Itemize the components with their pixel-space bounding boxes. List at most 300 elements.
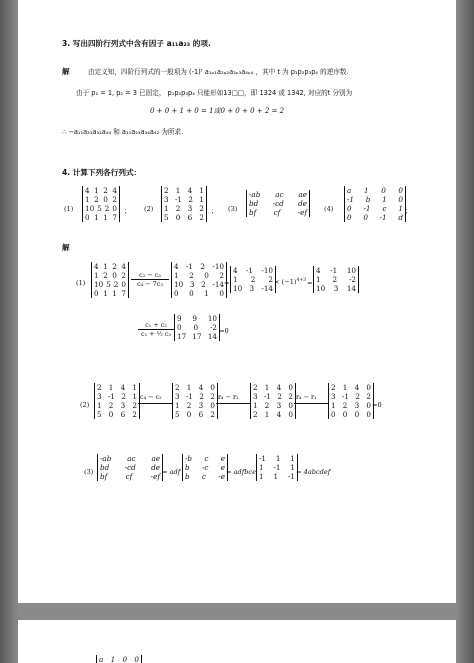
matrix-cell: -2 bbox=[348, 275, 356, 284]
matrix-row bbox=[94, 262, 126, 271]
sol-1-det-b bbox=[171, 262, 227, 298]
matrix-cell: 10 bbox=[94, 280, 104, 289]
problem-3-line-1a: 由定义知，四阶行列式的一般项为 (-1) bbox=[88, 68, 201, 76]
matrix-row bbox=[259, 472, 295, 481]
matrix-cell: 2 bbox=[103, 271, 108, 280]
matrix-cell: b bbox=[185, 463, 190, 472]
matrix-row bbox=[85, 195, 117, 204]
sol-1-eq-2: = bbox=[307, 279, 313, 287]
matrix-row bbox=[174, 271, 224, 280]
problem-3-line-1 bbox=[88, 66, 349, 76]
matrix-row bbox=[100, 472, 160, 481]
matrix-cell: 7 bbox=[112, 213, 117, 222]
problem-4-det-1 bbox=[82, 186, 120, 222]
sol-3-det-c bbox=[256, 454, 298, 481]
matrix-cell: 1 bbox=[331, 401, 336, 410]
matrix-row bbox=[233, 284, 273, 293]
matrix-row bbox=[316, 275, 356, 284]
problem-4-title: 4. 计算下列各行列式： bbox=[62, 168, 142, 177]
matrix-cell: 2 bbox=[121, 392, 126, 401]
matrix-cell: 0 bbox=[122, 655, 128, 663]
matrix-row bbox=[85, 204, 117, 213]
matrix-cell: de bbox=[298, 199, 307, 208]
matrix-cell: 2 bbox=[175, 383, 180, 392]
matrix-cell: 1 bbox=[94, 186, 99, 195]
matrix-cell: -ab bbox=[100, 454, 112, 463]
problem-3-line-1b: ᵗ a₁ₚ₁a₂ₚ₂a₃ₚ₃a₄ₚ₄ ，其中 t 为 p₁p₂p₃p₄ 的逆序数. bbox=[200, 68, 349, 76]
matrix-cell: 2 bbox=[199, 213, 204, 222]
sol-2-arrow-1 bbox=[138, 403, 172, 404]
matrix-cell: 2 bbox=[104, 204, 110, 213]
matrix-cell: -1 bbox=[245, 266, 253, 275]
matrix-cell: -1 bbox=[185, 392, 193, 401]
matrix-row bbox=[164, 186, 204, 195]
matrix-cell: 4 bbox=[276, 383, 282, 392]
sol-2-result: =0 bbox=[372, 401, 382, 409]
next-page-det bbox=[96, 655, 142, 663]
matrix-cell: 9 bbox=[177, 314, 182, 323]
sol-1-op-2 bbox=[138, 321, 174, 338]
matrix-cell: a bbox=[99, 655, 104, 663]
matrix-cell: 2 bbox=[331, 383, 336, 392]
matrix-cell: 5 bbox=[97, 410, 102, 419]
sol-3-result: = 4abcdef bbox=[296, 468, 331, 476]
matrix-cell: -10 bbox=[212, 262, 224, 271]
matrix-cell: 1 bbox=[264, 383, 270, 392]
matrix-cell: 1 bbox=[290, 463, 295, 472]
matrix-row bbox=[174, 262, 224, 271]
matrix-cell: e bbox=[220, 454, 225, 463]
matrix-cell: 1 bbox=[363, 186, 369, 195]
matrix-cell: 10 bbox=[233, 284, 243, 293]
matrix-cell: -14 bbox=[261, 284, 273, 293]
matrix-cell: b bbox=[185, 472, 190, 481]
matrix-cell: 1 bbox=[132, 383, 137, 392]
matrix-cell: -1 bbox=[330, 266, 338, 275]
matrix-row bbox=[99, 655, 139, 663]
sol-1-op-1-bottom: c₄ − 7c₃ bbox=[137, 280, 163, 288]
matrix-cell: -1 bbox=[263, 392, 271, 401]
matrix-cell: 2 bbox=[200, 262, 205, 271]
matrix-cell: 1 bbox=[164, 204, 169, 213]
problem-3-conclusion: ∴ −a₁₁a₂₃a₃₂a₄₄ 和 a₁₁a₂₃a₃₄a₄₂ 为所求. bbox=[62, 128, 184, 136]
sol-1-op-2-bottom: c₁ + ½ c₃ bbox=[141, 330, 171, 338]
matrix-row bbox=[177, 314, 217, 323]
sol-1-op-2-top: c₁ + c₂ bbox=[138, 321, 174, 330]
matrix-cell: e bbox=[220, 463, 225, 472]
sol-2-arrow-3 bbox=[294, 403, 328, 404]
matrix-cell: -cd bbox=[272, 199, 284, 208]
matrix-row bbox=[85, 213, 117, 222]
matrix-cell: 4 bbox=[233, 266, 238, 275]
matrix-cell: 1 bbox=[273, 472, 279, 481]
matrix-cell: 1 bbox=[275, 454, 281, 463]
matrix-cell: 1 bbox=[132, 392, 137, 401]
sol-2-op-3: r₄ − r₁ bbox=[296, 393, 317, 401]
matrix-cell: -1 bbox=[273, 463, 281, 472]
sol-1-eq: = bbox=[224, 279, 230, 287]
matrix-cell: 3 bbox=[189, 280, 195, 289]
matrix-cell: 2 bbox=[201, 280, 206, 289]
matrix-cell: 1 bbox=[97, 401, 102, 410]
problem-3-line-2: 由于 p₁ = 1, p₂ = 3 已固定， p₁p₂p₃p₄ 只能形如13□□，即 1324 或 1342, 对应的t 分别为 bbox=[76, 89, 353, 97]
matrix-cell: 5 bbox=[106, 280, 111, 289]
matrix-cell: 0 bbox=[366, 383, 371, 392]
matrix-cell: 1 bbox=[290, 454, 295, 463]
matrix-cell: 0 bbox=[342, 410, 348, 419]
matrix-cell: 2 bbox=[253, 410, 258, 419]
matrix-cell: 0 bbox=[174, 289, 179, 298]
matrix-row bbox=[316, 266, 356, 275]
matrix-cell: 0 bbox=[94, 289, 99, 298]
matrix-cell: 0 bbox=[363, 213, 368, 222]
matrix-cell: 2 bbox=[366, 392, 371, 401]
matrix-cell: 3 bbox=[276, 401, 282, 410]
problem-4-label-2: (2) bbox=[144, 205, 154, 213]
matrix-cell: -e bbox=[218, 472, 225, 481]
sol-3-det-a bbox=[97, 454, 163, 481]
matrix-cell: 2 bbox=[121, 271, 126, 280]
matrix-cell: 2 bbox=[113, 280, 119, 289]
matrix-cell: 1 bbox=[103, 289, 108, 298]
matrix-row bbox=[175, 392, 215, 401]
matrix-row bbox=[97, 392, 137, 401]
matrix-cell: 0 bbox=[210, 401, 215, 410]
matrix-cell: 2 bbox=[264, 401, 270, 410]
sol-1-det-c bbox=[230, 266, 276, 293]
sol-1-result: =0 bbox=[219, 327, 229, 335]
matrix-cell: 2 bbox=[97, 383, 102, 392]
matrix-row bbox=[175, 401, 215, 410]
matrix-cell: 17 bbox=[192, 332, 202, 341]
matrix-row bbox=[259, 454, 295, 463]
matrix-cell: 3 bbox=[354, 401, 360, 410]
sol-2-det-a bbox=[94, 383, 140, 419]
matrix-cell: 3 bbox=[120, 401, 126, 410]
matrix-cell: 17 bbox=[177, 332, 187, 341]
matrix-row bbox=[347, 195, 403, 204]
matrix-cell: 2 bbox=[94, 195, 99, 204]
matrix-cell: 2 bbox=[342, 401, 348, 410]
matrix-row bbox=[174, 289, 224, 298]
matrix-cell: 4 bbox=[112, 186, 117, 195]
matrix-cell: 1 bbox=[108, 383, 114, 392]
matrix-cell: -ab bbox=[249, 190, 261, 199]
matrix-cell: 4 bbox=[187, 186, 193, 195]
matrix-cell: 14 bbox=[207, 332, 217, 341]
matrix-cell: 4 bbox=[94, 262, 99, 271]
matrix-cell: 1 bbox=[94, 271, 99, 280]
matrix-cell: 1 bbox=[110, 655, 116, 663]
problem-3-title: 3. 写出四阶行列式中含有因子 a₁₁a₂₃ 的项. bbox=[62, 39, 211, 48]
matrix-cell: 0 bbox=[175, 213, 181, 222]
matrix-cell: 0 bbox=[288, 401, 293, 410]
matrix-row bbox=[249, 199, 307, 208]
matrix-cell: 2 bbox=[186, 401, 192, 410]
matrix-row bbox=[97, 401, 137, 410]
matrix-row bbox=[331, 410, 371, 419]
problem-4-label-1: (1) bbox=[64, 205, 74, 213]
matrix-row bbox=[331, 383, 371, 392]
matrix-cell: -1 bbox=[185, 262, 193, 271]
problem-4-sep-3: ； bbox=[308, 207, 315, 215]
matrix-cell: 1 bbox=[186, 383, 192, 392]
problem-4-det-2 bbox=[161, 186, 207, 222]
sol-2-op-1: c₄ − c₂ bbox=[140, 393, 162, 401]
matrix-cell: -1 bbox=[363, 204, 371, 213]
matrix-row bbox=[100, 454, 160, 463]
matrix-cell: bd bbox=[249, 199, 259, 208]
matrix-cell: -14 bbox=[212, 280, 224, 289]
matrix-cell: -1 bbox=[341, 392, 349, 401]
matrix-cell: 0 bbox=[381, 186, 386, 195]
matrix-cell: a bbox=[347, 186, 352, 195]
matrix-cell: 1 bbox=[233, 275, 238, 284]
sol-1-det-d bbox=[313, 266, 359, 293]
matrix-cell: 2 bbox=[355, 392, 360, 401]
matrix-cell: -1 bbox=[379, 213, 387, 222]
problem-4-det-3 bbox=[246, 190, 310, 217]
matrix-cell: ae bbox=[298, 190, 307, 199]
matrix-cell: 2 bbox=[268, 275, 273, 284]
matrix-cell: 2 bbox=[189, 271, 194, 280]
problem-4-solution-label: 解 bbox=[62, 243, 70, 252]
matrix-row bbox=[253, 383, 293, 392]
matrix-cell: 0 bbox=[85, 213, 90, 222]
matrix-cell: c bbox=[382, 204, 387, 213]
matrix-cell: -1 bbox=[107, 392, 115, 401]
matrix-cell: 4 bbox=[121, 262, 126, 271]
matrix-cell: de bbox=[151, 463, 160, 472]
matrix-cell: 5 bbox=[175, 410, 180, 419]
sol-1-det-a bbox=[91, 262, 129, 298]
sol-1-op-1-top: c₂ − c₃ bbox=[131, 271, 169, 280]
matrix-cell: 4 bbox=[198, 383, 204, 392]
matrix-cell: 1 bbox=[398, 204, 403, 213]
matrix-cell: -1 bbox=[287, 472, 295, 481]
matrix-row bbox=[233, 275, 273, 284]
matrix-row bbox=[185, 472, 225, 481]
matrix-cell: 0 bbox=[193, 323, 199, 332]
matrix-cell: 1 bbox=[253, 401, 258, 410]
matrix-cell: 3 bbox=[249, 284, 255, 293]
problem-4-label-3: (3) bbox=[228, 205, 238, 213]
matrix-cell: 0 bbox=[121, 280, 126, 289]
matrix-cell: 0 bbox=[134, 655, 139, 663]
matrix-cell: 0 bbox=[108, 410, 114, 419]
matrix-cell: 4 bbox=[85, 186, 90, 195]
matrix-row bbox=[174, 280, 224, 289]
matrix-row bbox=[97, 410, 137, 419]
next-page bbox=[18, 620, 456, 663]
matrix-cell: -1 bbox=[347, 195, 355, 204]
matrix-cell: 1 bbox=[316, 275, 321, 284]
matrix-row bbox=[259, 463, 295, 472]
matrix-cell: cf bbox=[125, 472, 133, 481]
problem-3-solution-label: 解 bbox=[62, 67, 70, 76]
matrix-cell: 10 bbox=[316, 284, 326, 293]
matrix-cell: 0 bbox=[347, 204, 352, 213]
matrix-cell: 0 bbox=[204, 271, 209, 280]
problem-3-line-3: 0 + 0 + 1 + 0 = 1或0 + 0 + 0 + 2 = 2 bbox=[150, 107, 285, 115]
matrix-cell: 0 bbox=[112, 204, 117, 213]
matrix-cell: 2 bbox=[103, 186, 108, 195]
matrix-cell: 3 bbox=[164, 195, 169, 204]
matrix-cell: 1 bbox=[103, 262, 108, 271]
matrix-cell: 2 bbox=[175, 204, 181, 213]
sol-2-det-d bbox=[328, 383, 374, 419]
matrix-row bbox=[100, 463, 160, 472]
matrix-cell: 0 bbox=[189, 289, 194, 298]
matrix-row bbox=[249, 208, 307, 217]
matrix-cell: 2 bbox=[199, 392, 204, 401]
matrix-cell: ac bbox=[127, 454, 136, 463]
matrix-cell: 6 bbox=[198, 410, 204, 419]
problem-4-det-4 bbox=[344, 186, 406, 222]
sol-2-op-2: r₄ − r₂ bbox=[218, 393, 239, 401]
matrix-cell: 10 bbox=[207, 314, 217, 323]
matrix-row bbox=[94, 280, 126, 289]
matrix-cell: 0 bbox=[103, 195, 108, 204]
sol-1-label: (1) bbox=[76, 279, 86, 287]
sol-3-det-b bbox=[182, 454, 228, 481]
matrix-cell: 0 bbox=[347, 213, 352, 222]
matrix-cell: 0 bbox=[288, 383, 293, 392]
matrix-cell: 5 bbox=[97, 204, 102, 213]
matrix-row bbox=[94, 271, 126, 280]
matrix-cell: 2 bbox=[250, 275, 256, 284]
matrix-row bbox=[185, 454, 225, 463]
matrix-cell: 2 bbox=[199, 204, 204, 213]
matrix-cell: 2 bbox=[132, 410, 137, 419]
matrix-row bbox=[185, 463, 225, 472]
matrix-cell: 2 bbox=[132, 401, 137, 410]
matrix-cell: 1 bbox=[175, 186, 181, 195]
matrix-cell: 2 bbox=[277, 392, 282, 401]
matrix-cell: 0 bbox=[331, 410, 336, 419]
matrix-cell: -ef bbox=[150, 472, 160, 481]
matrix-cell: c bbox=[201, 472, 206, 481]
matrix-row bbox=[316, 284, 356, 293]
matrix-cell: -cd bbox=[124, 463, 136, 472]
sol-1-op-1 bbox=[131, 271, 169, 288]
matrix-cell: 5 bbox=[164, 213, 169, 222]
matrix-cell: 2 bbox=[108, 401, 114, 410]
matrix-row bbox=[331, 392, 371, 401]
sol-2-det-c bbox=[250, 383, 296, 419]
matrix-row bbox=[85, 186, 117, 195]
matrix-row bbox=[347, 186, 403, 195]
matrix-cell: 1 bbox=[259, 472, 264, 481]
matrix-cell: 7 bbox=[121, 289, 126, 298]
matrix-cell: 1 bbox=[175, 401, 180, 410]
matrix-row bbox=[177, 323, 217, 332]
matrix-cell: 1 bbox=[112, 289, 117, 298]
matrix-cell: bd bbox=[100, 463, 110, 472]
matrix-row bbox=[249, 190, 307, 199]
sol-1-sign bbox=[274, 278, 306, 286]
matrix-cell: 2 bbox=[288, 392, 293, 401]
matrix-row bbox=[347, 213, 403, 222]
matrix-cell: 2 bbox=[253, 383, 258, 392]
matrix-cell: 1 bbox=[199, 195, 204, 204]
matrix-cell: 2 bbox=[210, 410, 215, 419]
problem-4-sep-1: ； bbox=[124, 207, 131, 215]
matrix-cell: 3 bbox=[175, 392, 180, 401]
matrix-cell: 1 bbox=[103, 213, 108, 222]
sol-3-eq-2: = adfbce bbox=[226, 468, 257, 476]
matrix-cell: cf bbox=[273, 208, 281, 217]
matrix-row bbox=[97, 383, 137, 392]
matrix-row bbox=[253, 410, 293, 419]
matrix-row bbox=[331, 401, 371, 410]
problem-4-label-4: (4) bbox=[324, 205, 334, 213]
matrix-cell: 6 bbox=[187, 213, 193, 222]
matrix-cell: 9 bbox=[192, 314, 197, 323]
sol-1-sign-exp: 4+3 bbox=[296, 278, 307, 283]
matrix-cell: 2 bbox=[164, 186, 169, 195]
matrix-cell: 1 bbox=[204, 289, 209, 298]
matrix-cell: 14 bbox=[346, 284, 356, 293]
matrix-cell: 2 bbox=[112, 195, 117, 204]
matrix-cell: 3 bbox=[97, 392, 102, 401]
matrix-row bbox=[94, 289, 126, 298]
matrix-row bbox=[177, 332, 217, 341]
matrix-cell: 10 bbox=[346, 266, 356, 275]
matrix-row bbox=[175, 410, 215, 419]
matrix-cell: 3 bbox=[333, 284, 339, 293]
sol-3-label: (3) bbox=[84, 468, 94, 476]
matrix-cell: c bbox=[204, 454, 209, 463]
matrix-row bbox=[164, 204, 204, 213]
matrix-cell: 0 bbox=[366, 401, 371, 410]
matrix-cell: -2 bbox=[209, 323, 217, 332]
matrix-cell: -1 bbox=[259, 454, 267, 463]
matrix-row bbox=[164, 195, 204, 204]
sol-2-det-b bbox=[172, 383, 218, 419]
matrix-cell: 0 bbox=[366, 410, 371, 419]
matrix-cell: ac bbox=[275, 190, 284, 199]
sol-1-sign-text: × (−1) bbox=[274, 278, 297, 286]
matrix-cell: 4 bbox=[174, 262, 179, 271]
matrix-cell: 3 bbox=[198, 401, 204, 410]
matrix-row bbox=[233, 266, 273, 275]
matrix-cell: 0 bbox=[398, 195, 403, 204]
matrix-cell: 2 bbox=[112, 262, 117, 271]
matrix-cell: -10 bbox=[261, 266, 273, 275]
matrix-cell: 4 bbox=[316, 266, 321, 275]
matrix-cell: -c bbox=[201, 463, 209, 472]
matrix-cell: 0 bbox=[354, 410, 360, 419]
matrix-row bbox=[164, 213, 204, 222]
matrix-cell: 4 bbox=[354, 383, 360, 392]
matrix-cell: 2 bbox=[332, 275, 338, 284]
matrix-cell: 10 bbox=[174, 280, 184, 289]
matrix-cell: 1 bbox=[85, 195, 90, 204]
matrix-row bbox=[253, 392, 293, 401]
matrix-cell: 1 bbox=[94, 213, 99, 222]
matrix-cell: 2 bbox=[219, 271, 224, 280]
matrix-cell: 0 bbox=[398, 186, 403, 195]
matrix-cell: 4 bbox=[120, 383, 126, 392]
sol-3-eq-1: = adf bbox=[162, 468, 181, 476]
matrix-cell: 1 bbox=[259, 463, 264, 472]
matrix-cell: bf bbox=[249, 208, 257, 217]
matrix-cell: 0 bbox=[186, 410, 192, 419]
matrix-cell: -b bbox=[185, 454, 193, 463]
matrix-row bbox=[347, 204, 403, 213]
matrix-cell: 1 bbox=[382, 195, 387, 204]
